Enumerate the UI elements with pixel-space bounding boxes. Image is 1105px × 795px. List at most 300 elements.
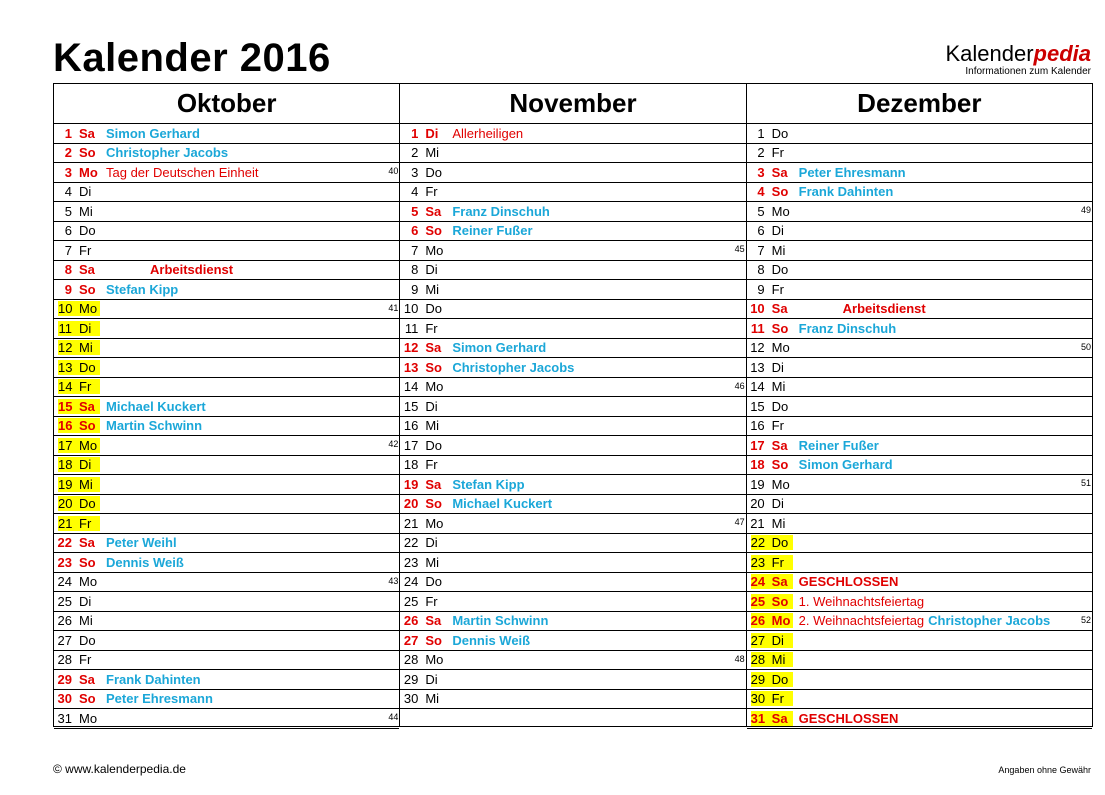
day-row — [747, 456, 1092, 476]
day-row — [400, 573, 745, 593]
day-number: 22 — [57, 535, 72, 551]
weekday: Mo — [771, 203, 790, 219]
event-label: Stefan Kipp — [106, 281, 179, 297]
weekday: Di — [79, 593, 92, 609]
weekday: Mo — [425, 515, 444, 531]
day-number: 17 — [58, 437, 73, 453]
day-number: 18 — [403, 457, 419, 473]
day-number: 20 — [403, 496, 419, 512]
weekday: Mi — [425, 418, 440, 434]
weekday: Mi — [425, 554, 440, 570]
day-number: 15 — [750, 398, 765, 414]
day-row — [400, 183, 745, 203]
day-number: 4 — [411, 184, 419, 200]
weekday: Fr — [767, 691, 793, 706]
day-row — [747, 709, 1092, 729]
weekday: Mi — [771, 242, 786, 258]
day-row — [747, 222, 1092, 242]
day-number: 27 — [403, 632, 419, 648]
event-label: Allerheiligen — [452, 125, 524, 141]
day-row — [400, 690, 745, 710]
day-number: 21 — [58, 515, 73, 531]
weekday: Mo — [425, 242, 444, 258]
day-row — [54, 261, 399, 281]
day-number: 9 — [64, 281, 72, 297]
week-number: 52 — [1080, 614, 1091, 625]
event-label: Tag der Deutschen Einheit — [106, 164, 259, 180]
day-row — [400, 202, 745, 222]
day-row — [747, 261, 1092, 281]
weekday: Mi — [79, 613, 93, 629]
event-label: Dennis Weiß — [106, 554, 184, 570]
weekday: Sa — [79, 262, 95, 278]
weekday: Mi — [767, 652, 793, 667]
day-row — [54, 534, 399, 554]
brand-name-main: Kalender — [945, 41, 1034, 66]
weekday: Di — [74, 457, 100, 472]
event-label: Martin Schwinn — [452, 613, 549, 629]
day-row — [747, 202, 1092, 222]
day-number: 30 — [57, 691, 72, 707]
day-row — [400, 358, 745, 378]
week-number: 46 — [734, 380, 745, 391]
day-row — [400, 612, 745, 632]
day-number: 6 — [411, 223, 419, 239]
day-number: 13 — [750, 359, 765, 375]
weekday: Di — [425, 262, 438, 278]
weekday: Fr — [425, 184, 438, 200]
day-number: 21 — [403, 515, 419, 531]
day-row — [54, 144, 399, 164]
day-row — [747, 124, 1092, 144]
event-label: Martin Schwinn — [106, 418, 203, 434]
event-label: Christopher Jacobs — [106, 145, 229, 161]
weekday: Sa — [79, 125, 95, 141]
day-number: 5 — [64, 203, 72, 219]
weekday: Sa — [425, 203, 442, 219]
day-row — [400, 319, 745, 339]
weekday: So — [771, 457, 789, 473]
day-row — [747, 417, 1092, 437]
weekday: Do — [771, 125, 789, 141]
day-number: 1 — [411, 125, 419, 141]
weekday: Do — [74, 360, 100, 375]
day-number: 12 — [403, 340, 419, 356]
disclaimer-text: Angaben ohne Gewähr — [998, 765, 1091, 775]
day-row — [54, 202, 399, 222]
day-row — [400, 553, 745, 573]
weekday: Sa — [767, 711, 793, 726]
event-label: Michael Kuckert — [106, 398, 206, 414]
day-number: 14 — [403, 379, 419, 395]
weekday: Di — [74, 321, 100, 336]
day-number: 20 — [750, 496, 765, 512]
event-label: Peter Ehresmann — [106, 691, 213, 707]
weekday: Di — [767, 633, 793, 648]
day-row — [747, 592, 1092, 612]
day-row — [747, 319, 1092, 339]
weekday: Fr — [425, 320, 438, 336]
day-row — [400, 670, 745, 690]
brand-logo — [945, 42, 1091, 78]
day-row — [54, 690, 399, 710]
day-number: 2 — [64, 145, 72, 161]
page-title: Kalender 2016 — [53, 36, 331, 80]
event-label-secondary: Christopher Jacobs — [928, 613, 1051, 629]
day-number: 9 — [757, 281, 765, 297]
day-number: 2 — [411, 145, 419, 161]
day-number: 23 — [403, 554, 419, 570]
weekday: Di — [771, 496, 784, 512]
day-number: 25 — [57, 593, 72, 609]
day-number: 11 — [404, 320, 419, 336]
weekday: Fr — [74, 516, 100, 531]
month-column-dezember — [747, 84, 1092, 726]
weekday: Di — [425, 125, 439, 141]
day-number: 30 — [750, 691, 766, 707]
day-row — [400, 300, 745, 320]
day-number: 7 — [411, 242, 419, 258]
event-label: Simon Gerhard — [452, 340, 547, 356]
month-column-november — [400, 84, 746, 726]
day-number: 23 — [57, 554, 72, 570]
week-number: 43 — [388, 575, 399, 586]
day-row — [400, 592, 745, 612]
day-row — [747, 358, 1092, 378]
day-number: 18 — [58, 457, 73, 473]
day-number: 29 — [57, 671, 72, 687]
day-row — [54, 436, 399, 456]
day-row — [54, 280, 399, 300]
day-number: 11 — [750, 320, 765, 336]
event-label: Michael Kuckert — [452, 496, 553, 512]
day-number: 13 — [58, 359, 73, 375]
event-label: Frank Dahinten — [798, 184, 894, 200]
weekday: Fr — [79, 652, 92, 668]
weekday: Fr — [771, 418, 784, 434]
day-row — [400, 241, 745, 261]
weekday: Do — [425, 574, 442, 590]
day-row — [54, 222, 399, 242]
day-number: 6 — [757, 223, 765, 239]
day-number: 9 — [411, 281, 419, 297]
day-number: 16 — [58, 418, 73, 434]
day-row — [400, 261, 745, 281]
brand-name-accent: pedia — [1033, 41, 1091, 66]
weekday: Sa — [79, 535, 95, 551]
day-row — [54, 612, 399, 632]
weekday: Mi — [74, 477, 100, 492]
event-label: Arbeitsdienst — [842, 301, 926, 317]
event-label: Dennis Weiß — [452, 632, 531, 648]
day-number: 26 — [750, 613, 766, 629]
day-number: 27 — [750, 632, 766, 648]
day-number: 19 — [403, 476, 419, 492]
day-row — [747, 436, 1092, 456]
day-row — [747, 690, 1092, 710]
weekday: Mo — [767, 613, 793, 628]
day-row — [54, 631, 399, 651]
day-row — [747, 573, 1092, 593]
week-number: 41 — [388, 302, 399, 313]
week-number: 44 — [388, 712, 399, 722]
day-row — [54, 183, 399, 203]
day-row — [400, 163, 745, 183]
day-number: 7 — [64, 242, 72, 258]
weekday: So — [425, 632, 442, 648]
day-row — [54, 358, 399, 378]
day-row — [54, 495, 399, 515]
day-row — [747, 612, 1092, 632]
weekday: Mo — [425, 379, 444, 395]
weekday: Mi — [425, 145, 440, 161]
day-number: 27 — [57, 632, 72, 648]
day-row — [54, 651, 399, 671]
event-label: Peter Weihl — [106, 535, 177, 551]
day-number: 12 — [750, 340, 765, 356]
day-row — [747, 651, 1092, 671]
day-row — [400, 280, 745, 300]
weekday: Fr — [771, 281, 784, 297]
event-label: Frank Dahinten — [106, 671, 201, 687]
event-label: Franz Dinschuh — [452, 203, 550, 219]
event-label: 1. Weihnachtsfeiertag — [798, 593, 925, 609]
day-number: 24 — [403, 574, 419, 590]
weekday: Fr — [425, 593, 438, 609]
day-number: 5 — [411, 203, 419, 219]
day-number: 14 — [750, 379, 765, 395]
weekday: Di — [79, 184, 92, 200]
day-number: 24 — [57, 574, 72, 590]
day-number: 31 — [750, 710, 766, 726]
day-number: 28 — [403, 652, 419, 668]
day-row — [747, 339, 1092, 359]
weekday: So — [425, 496, 442, 512]
day-number: 30 — [403, 691, 419, 707]
weekday: Do — [425, 164, 442, 180]
weekday: Sa — [74, 399, 100, 414]
day-number: 25 — [403, 593, 419, 609]
weekday: Mi — [425, 691, 440, 707]
day-number: 14 — [58, 379, 73, 395]
month-header: November — [400, 84, 745, 124]
day-number: 16 — [403, 418, 419, 434]
week-number: 51 — [1080, 478, 1091, 488]
copyright-text: © www.kalenderpedia.de — [53, 762, 186, 776]
week-number: 42 — [388, 439, 399, 449]
day-number: 4 — [64, 184, 72, 200]
weekday: Sa — [425, 476, 442, 492]
day-row — [400, 436, 745, 456]
day-number: 8 — [411, 262, 419, 278]
event-label: Simon Gerhard — [798, 457, 893, 473]
day-number: 5 — [757, 203, 765, 219]
day-number: 28 — [750, 652, 766, 668]
weekday: Mi — [79, 203, 93, 219]
event-label: GESCHLOSSEN — [798, 710, 899, 726]
event-label: Arbeitsdienst — [150, 262, 234, 278]
day-row — [54, 397, 399, 417]
weekday: Fr — [74, 379, 100, 394]
day-row — [54, 514, 399, 534]
day-number: 4 — [757, 184, 765, 200]
weekday: Mi — [771, 515, 786, 531]
day-number: 22 — [403, 535, 419, 551]
weekday: Mi — [771, 379, 786, 395]
weekday: Mo — [79, 710, 98, 726]
day-number: 21 — [750, 515, 765, 531]
day-row — [54, 339, 399, 359]
event-label: GESCHLOSSEN — [798, 574, 899, 590]
event-label: Christopher Jacobs — [452, 359, 575, 375]
weekday: Do — [771, 398, 789, 414]
event-label: 2. Weihnachtsfeiertag — [798, 613, 925, 629]
day-row — [54, 573, 399, 593]
day-number: 8 — [64, 262, 72, 278]
day-row — [54, 163, 399, 183]
day-row — [400, 222, 745, 242]
calendar-table — [53, 83, 1093, 727]
day-row — [54, 319, 399, 339]
weekday: Do — [79, 632, 96, 648]
day-row — [400, 124, 745, 144]
day-number: 16 — [750, 418, 765, 434]
day-number: 22 — [750, 535, 766, 551]
day-row — [747, 397, 1092, 417]
weekday: So — [767, 594, 793, 609]
weekday: Mo — [79, 574, 98, 590]
day-number: 3 — [64, 164, 72, 180]
day-row — [400, 144, 745, 164]
day-number: 2 — [757, 145, 765, 161]
day-number: 18 — [750, 457, 765, 473]
weekday: Mi — [425, 281, 440, 297]
day-number: 17 — [750, 437, 765, 453]
day-number: 1 — [757, 125, 765, 141]
day-number: 3 — [757, 164, 765, 180]
day-number: 7 — [757, 242, 765, 258]
weekday: Di — [425, 671, 438, 687]
day-row — [400, 631, 745, 651]
day-number: 6 — [64, 223, 72, 239]
week-number: 47 — [734, 517, 745, 527]
weekday: So — [79, 691, 96, 707]
weekday: Sa — [767, 574, 793, 589]
weekday: Do — [74, 496, 100, 511]
week-number: 50 — [1080, 341, 1091, 352]
day-number: 24 — [750, 574, 766, 590]
day-number: 19 — [750, 476, 765, 492]
weekday: Sa — [425, 340, 442, 356]
day-row — [400, 534, 745, 554]
day-number: 13 — [403, 359, 419, 375]
weekday: Sa — [425, 613, 442, 629]
weekday: Do — [767, 672, 793, 687]
weekday: Fr — [79, 242, 92, 258]
weekday: Mo — [771, 476, 790, 492]
day-row — [54, 670, 399, 690]
day-row — [54, 709, 399, 729]
weekday: Do — [425, 437, 442, 453]
day-row — [54, 417, 399, 437]
day-row — [747, 144, 1092, 164]
weekday: Mo — [74, 438, 100, 453]
day-row — [747, 670, 1092, 690]
weekday: Di — [425, 535, 438, 551]
day-row — [747, 183, 1092, 203]
weekday: Sa — [771, 164, 788, 180]
day-number: 11 — [58, 320, 72, 336]
day-number: 15 — [403, 398, 419, 414]
weekday: Di — [425, 398, 438, 414]
event-label: Simon Gerhard — [106, 125, 200, 141]
day-row — [54, 300, 399, 320]
weekday: So — [79, 145, 96, 161]
weekday: Mo — [425, 652, 444, 668]
day-row — [747, 241, 1092, 261]
event-label: Stefan Kipp — [452, 476, 525, 492]
day-row — [54, 124, 399, 144]
weekday: Sa — [79, 671, 95, 687]
weekday: Sa — [771, 301, 788, 317]
day-row — [400, 378, 745, 398]
day-number: 12 — [58, 340, 73, 356]
weekday: So — [771, 320, 789, 336]
day-number: 10 — [58, 301, 73, 317]
day-row — [400, 417, 745, 437]
week-number: 49 — [1080, 205, 1091, 215]
day-number: 20 — [58, 496, 73, 512]
day-row — [400, 495, 745, 515]
day-row — [747, 631, 1092, 651]
weekday: So — [79, 554, 96, 570]
day-number: 28 — [57, 652, 72, 668]
day-number: 25 — [750, 593, 766, 609]
day-row — [747, 495, 1092, 515]
day-number: 26 — [403, 613, 419, 629]
day-number: 29 — [750, 671, 766, 687]
day-row — [400, 397, 745, 417]
weekday: Mo — [771, 340, 790, 356]
day-row — [400, 475, 745, 495]
day-row — [54, 456, 399, 476]
weekday: Fr — [767, 555, 793, 570]
day-number: 8 — [757, 262, 765, 278]
weekday: Fr — [771, 145, 784, 161]
day-number: 23 — [750, 554, 766, 570]
weekday: Mo — [74, 301, 100, 316]
day-row — [747, 553, 1092, 573]
brand-tagline: Informationen zum Kalender — [965, 66, 1091, 77]
day-row — [54, 475, 399, 495]
weekday: Do — [767, 535, 793, 550]
day-row — [747, 534, 1092, 554]
weekday: Do — [771, 262, 789, 278]
month-column-oktober — [54, 84, 400, 726]
event-label: Peter Ehresmann — [798, 164, 906, 180]
day-number: 26 — [57, 613, 72, 629]
day-number: 10 — [403, 301, 419, 317]
weekday: Mi — [74, 340, 100, 355]
day-row — [400, 339, 745, 359]
week-number: 40 — [388, 166, 399, 176]
day-number: 29 — [403, 671, 419, 687]
weekday: So — [79, 281, 96, 297]
weekday: So — [771, 184, 789, 200]
empty-row — [400, 709, 745, 729]
day-row — [400, 651, 745, 671]
day-row — [747, 280, 1092, 300]
